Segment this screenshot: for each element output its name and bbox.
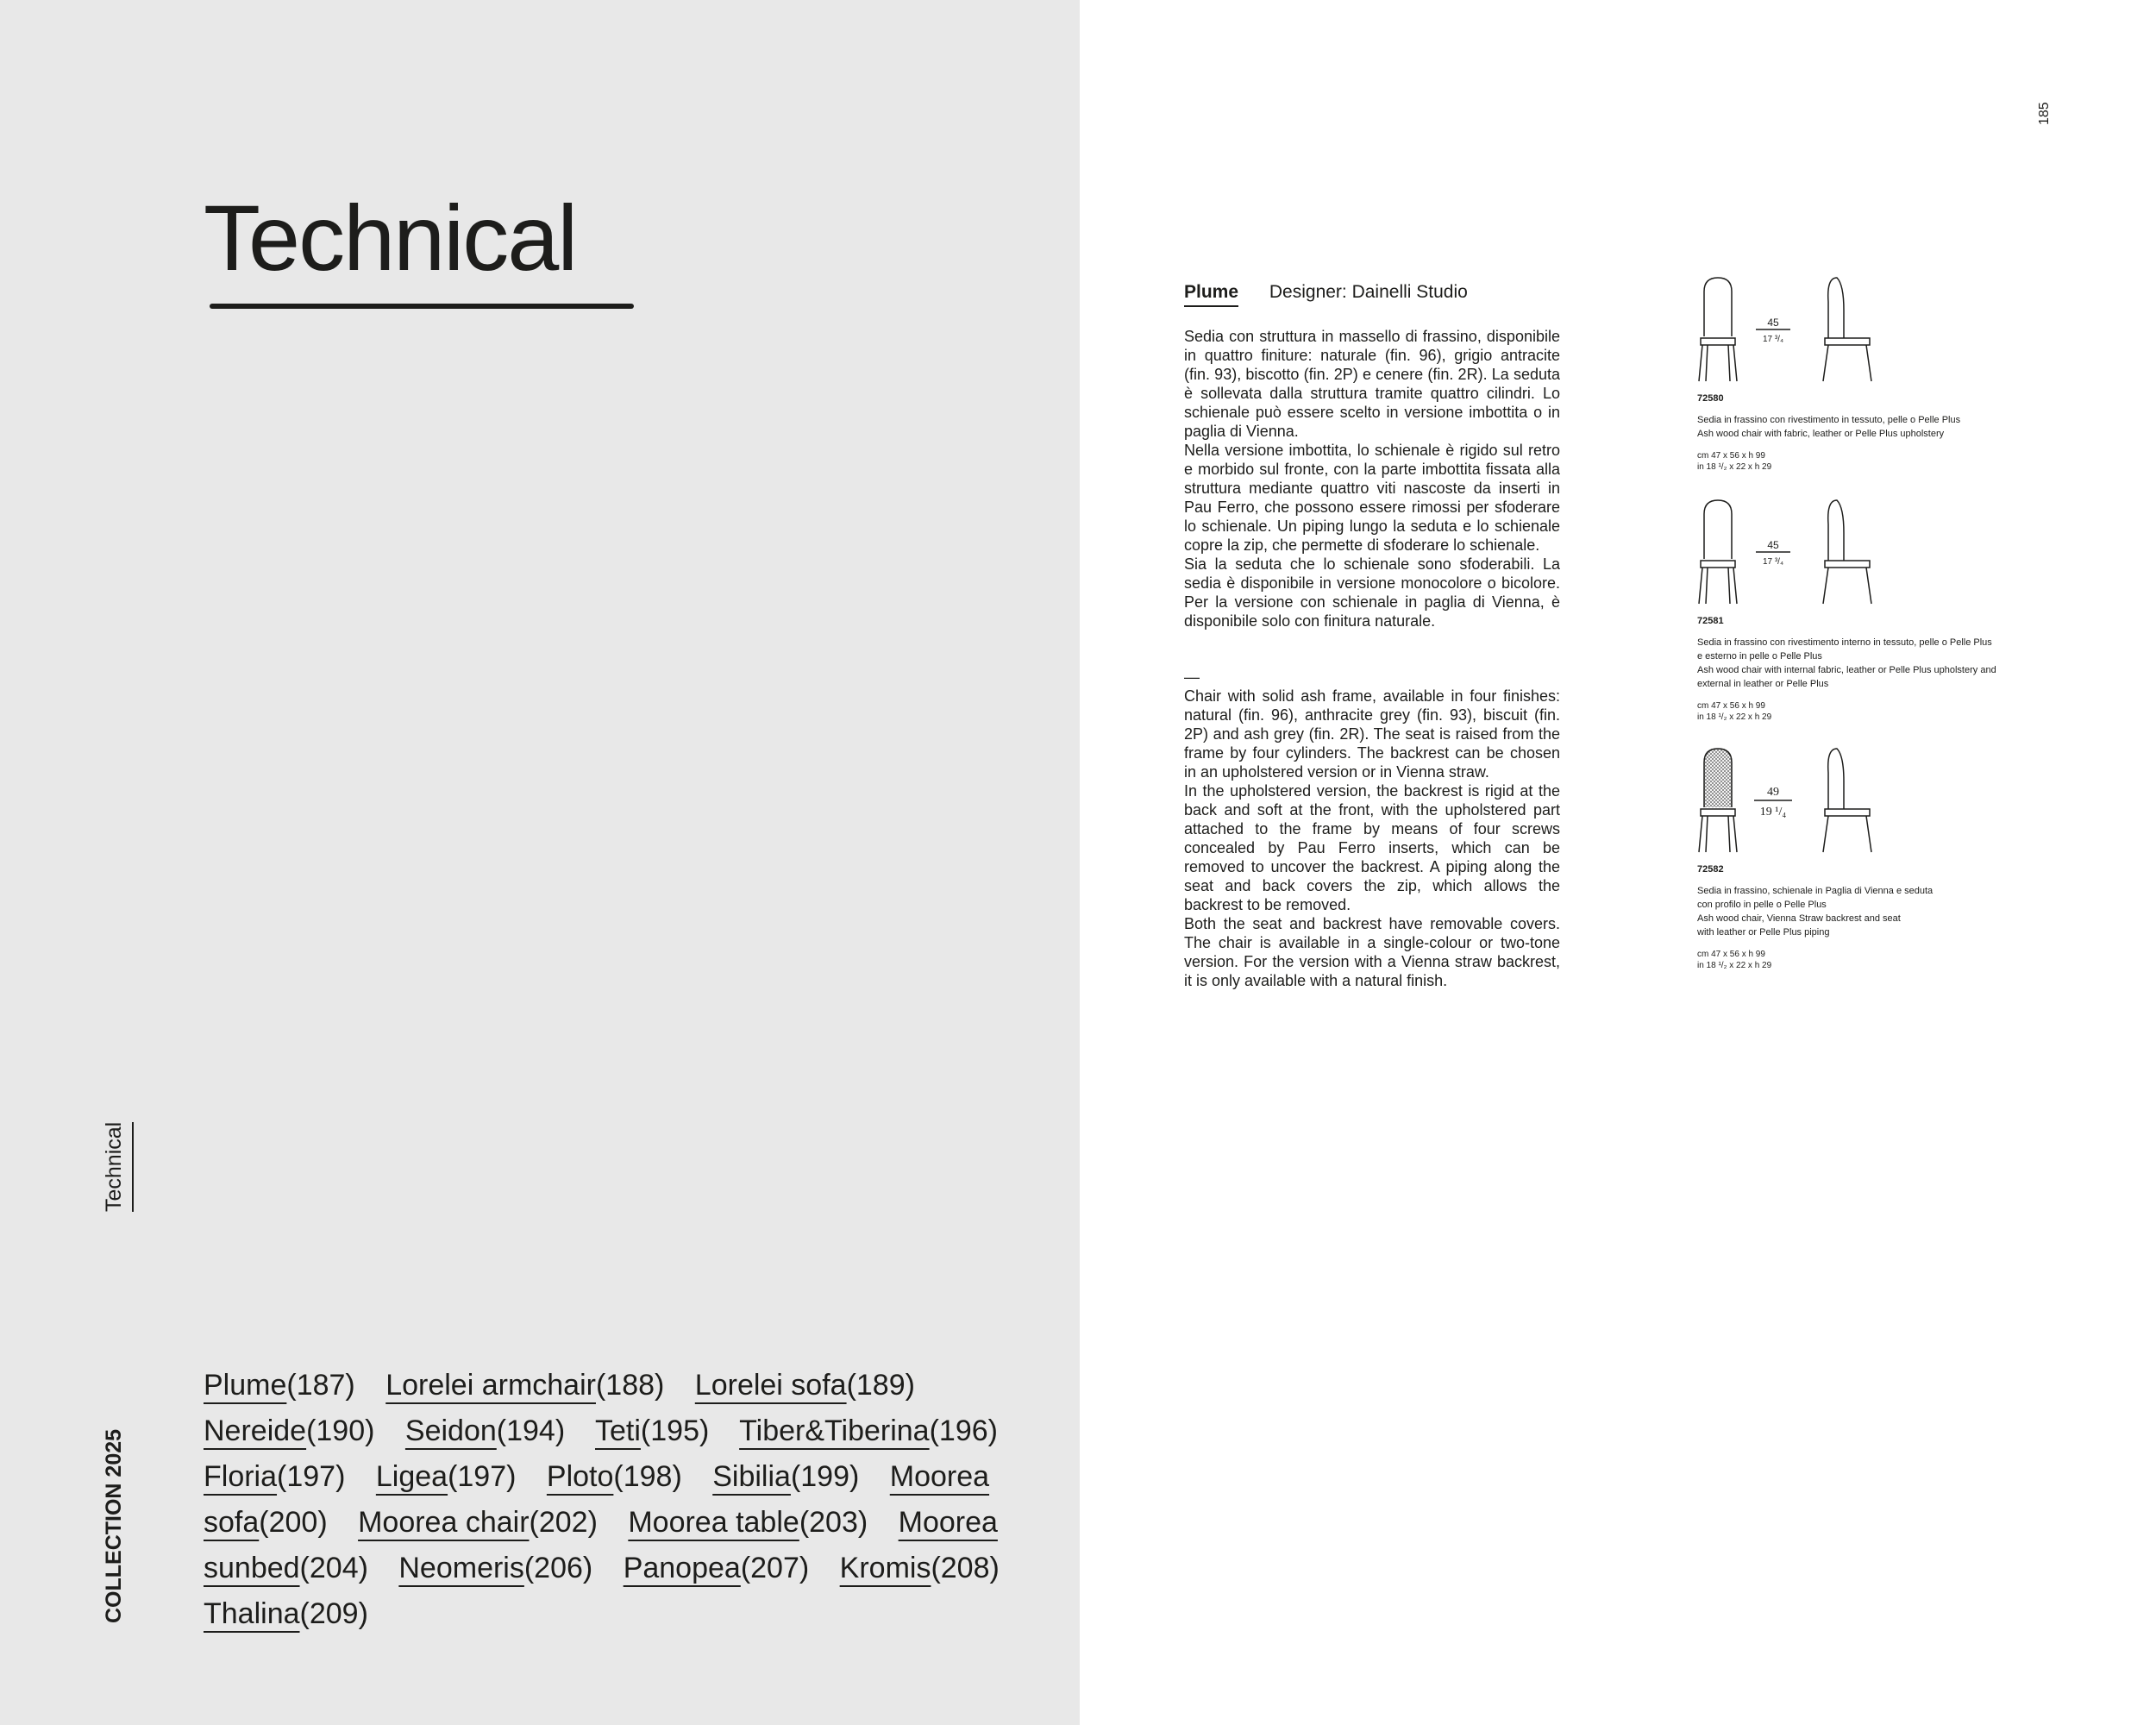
dims-in: in 18 ¹/₂ x 22 x h 29 bbox=[1697, 712, 1772, 722]
side-section-label: Technical bbox=[102, 1122, 134, 1212]
index-item-page: (200) bbox=[259, 1506, 328, 1539]
chair-two-tone-drawing bbox=[1697, 499, 1887, 611]
index-item[interactable] bbox=[204, 1369, 355, 1402]
variant-desc bbox=[1697, 636, 2059, 691]
index-item-page: (198) bbox=[613, 1460, 682, 1493]
index-item-name[interactable]: Moorea table bbox=[628, 1506, 799, 1539]
paragraph-italian: Sedia con struttura in massello di frassino, disponibile in quattro finiture: naturale (fin. 96), grigio antracite (fin. 93), biscotto (fin. 2P) e cenere (fin. 2R). La seduta è sollevata dalla struttura tramite quattro cilindri. Lo schienale può essere scelto in versione imbottita o in paglia di Vienna. bbox=[1184, 328, 1560, 440]
index-item-page: (187) bbox=[286, 1369, 355, 1402]
index-item-name[interactable]: Moorea chair bbox=[358, 1506, 530, 1539]
desc-line: Sedia in frassino con rivestimento in tessuto, pelle o Pelle Plus bbox=[1697, 415, 1961, 425]
desc-line: Ash wood chair with fabric, leather or Pelle Plus upholstery bbox=[1697, 429, 1945, 439]
index-item[interactable] bbox=[840, 1552, 1000, 1584]
dims-in: in 18 ¹/₂ x 22 x h 29 bbox=[1697, 462, 1772, 472]
dims-cm: cm 47 x 56 x h 99 bbox=[1697, 451, 1765, 461]
index-item-name[interactable]: Teti bbox=[595, 1414, 641, 1447]
index-item-page: (206) bbox=[523, 1552, 593, 1584]
index-item[interactable] bbox=[739, 1414, 998, 1447]
dims-in: in 18 ¹/₂ x 22 x h 29 bbox=[1697, 961, 1772, 970]
index-item-page: (197) bbox=[448, 1460, 517, 1493]
index-item-page: (204) bbox=[299, 1552, 368, 1584]
chair-vienna-straw-drawing bbox=[1697, 747, 1887, 859]
index-item[interactable] bbox=[628, 1506, 868, 1539]
index-item-name[interactable]: Ligea bbox=[375, 1460, 448, 1493]
variant-code: 72582 bbox=[1697, 864, 1724, 875]
index-item-page: (197) bbox=[277, 1460, 346, 1493]
product-header bbox=[1184, 282, 1468, 303]
index-item-page: (207) bbox=[740, 1552, 810, 1584]
index-item-page: (196) bbox=[929, 1414, 998, 1447]
page-title: Technical bbox=[204, 185, 577, 290]
paragraph-english: In the upholstered version, the backrest is rigid at the back and soft at the front, with the upholstered part attached to the frame by means of four screws concealed by Pau Ferro inserts, which can be removed to uncover the backrest. A piping along the seat and back covers the zip, which allows the backrest to be removed. bbox=[1184, 782, 1560, 913]
index-item[interactable] bbox=[376, 1460, 517, 1493]
description-italian bbox=[1184, 327, 1560, 630]
description-english-text bbox=[1184, 687, 1560, 990]
variant-code: 72580 bbox=[1697, 393, 1724, 404]
index-item[interactable] bbox=[358, 1506, 598, 1539]
index-item-name[interactable]: Lorelei armchair bbox=[385, 1369, 596, 1402]
desc-line: with leather or Pelle Plus piping bbox=[1697, 927, 1830, 938]
description-english bbox=[1184, 668, 1560, 990]
index-item-name[interactable]: Lorelei sofa bbox=[694, 1369, 847, 1402]
variant-desc bbox=[1697, 413, 2059, 441]
index-item-page: (209) bbox=[299, 1597, 368, 1630]
side-collection-label: COLLECTION 2025 bbox=[102, 1428, 126, 1623]
desc-line: Sedia in frassino con rivestimento interno in tessuto, pelle o Pelle Plus bbox=[1697, 637, 1992, 648]
index-item-name[interactable]: Neomeris bbox=[398, 1552, 524, 1584]
seat-in: 19 ¹/₄ bbox=[1759, 806, 1787, 819]
product-name: Plume bbox=[1184, 282, 1238, 307]
designer-label: Designer: Dainelli Studio bbox=[1269, 282, 1468, 302]
index-item[interactable] bbox=[204, 1414, 374, 1447]
product-index bbox=[204, 1363, 1031, 1637]
variant-dims bbox=[1697, 949, 1771, 971]
paragraph-italian: Nella versione imbottita, lo schienale è rigido sul retro e morbido sul fronte, con la parte imbottita fissata alla struttura mediante quattro viti nascoste da inserti in Pau Ferro, che possono essere rimossi per sfoderare lo schienale. Un piping lungo la seduta e lo schienale copre la zip, che permette di sfoderare lo schienale. bbox=[1184, 442, 1560, 554]
variant-dims bbox=[1697, 700, 1771, 723]
index-item-page: (199) bbox=[790, 1460, 860, 1493]
index-item[interactable] bbox=[398, 1552, 592, 1584]
index-item-name[interactable]: Moorea sunbed bbox=[204, 1506, 998, 1584]
index-item[interactable] bbox=[695, 1369, 915, 1402]
title-underline bbox=[210, 304, 634, 309]
index-item-page: (203) bbox=[799, 1506, 868, 1539]
index-item-page: (194) bbox=[496, 1414, 566, 1447]
index-item-name[interactable]: Kromis bbox=[839, 1552, 931, 1584]
desc-line: e esterno in pelle o Pelle Plus bbox=[1697, 651, 1822, 662]
seat-in: 17 ³/₄ bbox=[1762, 557, 1784, 567]
paragraph-english: Chair with solid ash frame, available in four finishes: natural (fin. 96), anthracite grey (fin. 93), biscuit (fin. 2P) and ash grey (fin. 2R). The seat is raised from the frame by four cylinders. The backrest can be chosen in an upholstered version or in Vienna straw. bbox=[1184, 687, 1560, 781]
variant-code: 72581 bbox=[1697, 616, 1724, 626]
index-item[interactable] bbox=[547, 1460, 682, 1493]
index-item-name[interactable]: Tiber&Tiberina bbox=[739, 1414, 930, 1447]
desc-line: external in leather or Pelle Plus bbox=[1697, 679, 1829, 689]
index-item[interactable] bbox=[204, 1597, 368, 1630]
desc-line: Sedia in frassino, schienale in Paglia di Vienna e seduta bbox=[1697, 886, 1934, 896]
index-item[interactable] bbox=[712, 1460, 859, 1493]
seat-cm: 45 bbox=[1767, 317, 1779, 329]
index-item-name[interactable]: Ploto bbox=[546, 1460, 614, 1493]
seat-in: 17 ³/₄ bbox=[1762, 335, 1784, 344]
index-item-name[interactable]: Panopea bbox=[623, 1552, 741, 1584]
paragraph-italian: Sia la seduta che lo schienale sono sfoderabili. La sedia è disponibile in versione monocolore o bicolore. Per la versione con schienale in paglia di Vienna, è disponibile solo con finitura naturale. bbox=[1184, 555, 1560, 630]
paragraph-english: Both the seat and backrest have removable covers. The chair is available in a single-colour or two-tone version. For the version with a Vienna straw backrest, it is only available with a natural finish. bbox=[1184, 915, 1560, 989]
index-item[interactable] bbox=[595, 1414, 709, 1447]
index-item-page: (188) bbox=[595, 1369, 665, 1402]
index-item-page: (189) bbox=[846, 1369, 915, 1402]
index-item-page: (202) bbox=[529, 1506, 598, 1539]
variant-desc bbox=[1697, 884, 2059, 939]
dims-cm: cm 47 x 56 x h 99 bbox=[1697, 950, 1765, 959]
seat-cm: 49 bbox=[1767, 786, 1779, 799]
variant-dims bbox=[1697, 450, 1771, 473]
index-item[interactable] bbox=[385, 1369, 664, 1402]
desc-line: Ash wood chair with internal fabric, leather or Pelle Plus upholstery and bbox=[1697, 665, 1996, 675]
index-item-name[interactable]: Sibilia bbox=[712, 1460, 791, 1493]
chair-upholstered-drawing bbox=[1697, 276, 1887, 388]
dims-cm: cm 47 x 56 x h 99 bbox=[1697, 701, 1765, 711]
separator-dash: — bbox=[1184, 668, 1200, 686]
index-item-name[interactable]: Floria bbox=[204, 1460, 278, 1493]
desc-line: con profilo in pelle o Pelle Plus bbox=[1697, 900, 1827, 910]
index-item-page: (195) bbox=[640, 1414, 710, 1447]
seat-cm: 45 bbox=[1767, 539, 1779, 551]
desc-line: Ash wood chair, Vienna Straw backrest and seat bbox=[1697, 913, 1901, 924]
index-item[interactable] bbox=[405, 1414, 565, 1447]
index-item-name[interactable]: Nereide bbox=[204, 1414, 307, 1447]
index-item-page: (190) bbox=[306, 1414, 375, 1447]
index-item[interactable] bbox=[204, 1460, 345, 1493]
index-item-name[interactable]: Seidon bbox=[404, 1414, 497, 1447]
index-item[interactable] bbox=[624, 1552, 810, 1584]
page-number: 185 bbox=[2037, 102, 2052, 125]
index-item-page: (208) bbox=[931, 1552, 1000, 1584]
index-item-name[interactable]: Plume bbox=[204, 1369, 287, 1402]
index-item-name[interactable]: Moorea sofa bbox=[204, 1460, 990, 1539]
index-item-name[interactable]: Thalina bbox=[204, 1597, 300, 1630]
